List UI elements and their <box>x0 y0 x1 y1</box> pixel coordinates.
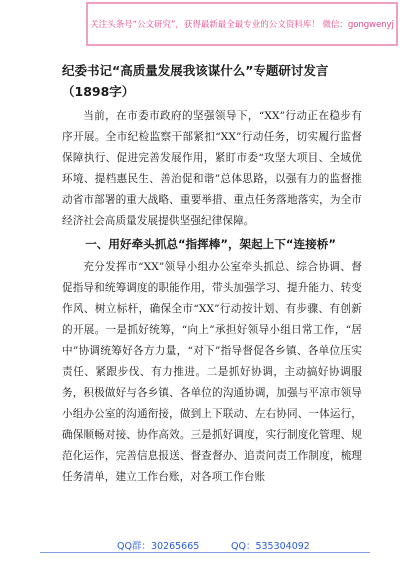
footer-contact <box>0 538 408 552</box>
document-body <box>62 60 362 487</box>
paragraph-section-1: 充分发挥市“XX”领导小组办公室牵头抓总、综合协调、督促指导和统筹调度的职能作用，带头加强学习、提升能力、转变作风、树立标杆，确保全市“XX”行动按计划、有步骤、有创新的开展。一是抓好统筹，“向上”承担好领导小组日常工作，“居中”协调统筹好各方力量，“对下”指导督促各乡镇、各单位压实责任、紧跟步伐、有力推进。二是抓好协调，主动搞好协调服务，积极做好与各乡镇、各单位的沟通协调，加强与平凉市领导小组办公室的沟通衔接，做到上下联动、左右协同、一体运行，确保顺畅对接、协作高效。三是抓好调度，实行制度化管理、规范化运作，完善信息报送、督查督办、追责问责工作制度，梳理任务清单，建立工作台账，对各项工作台账 <box>62 261 362 483</box>
qq-group-number: QQ群：30265665 <box>117 541 200 552</box>
document-title: 纪委书记“高质量发展我该谋什么”专题研讨发言（1898字） <box>62 63 329 99</box>
qq-number: QQ：535304092 <box>231 541 310 552</box>
paragraph-intro: 当前，在市委市政府的坚强领导下，“XX”行动正在稳步有序开展。全市纪检监察干部紧扣“XX”行动任务，切实履行监督保障执行、促进完善发展作用，紧盯市委“攻坚大项目、全域优环境、提档惠民生、善治促和谐”总体思路，以强有力的监督推动省市部署的重大战略、重要举措、重点任务落地落实，为全市经济社会高质量发展提供坚强纪律保障。 <box>62 110 362 227</box>
footer-underline <box>40 552 370 553</box>
promo-banner <box>86 2 398 46</box>
section-heading-1: 一、用好牵头抓总“指挥棒”，架起上下“连接桥” <box>85 237 336 252</box>
promo-banner-text: 关注头条号“公文研究”，获得最新最全最专业的公文资料库！ 微信：gongwenyj <box>90 20 394 30</box>
